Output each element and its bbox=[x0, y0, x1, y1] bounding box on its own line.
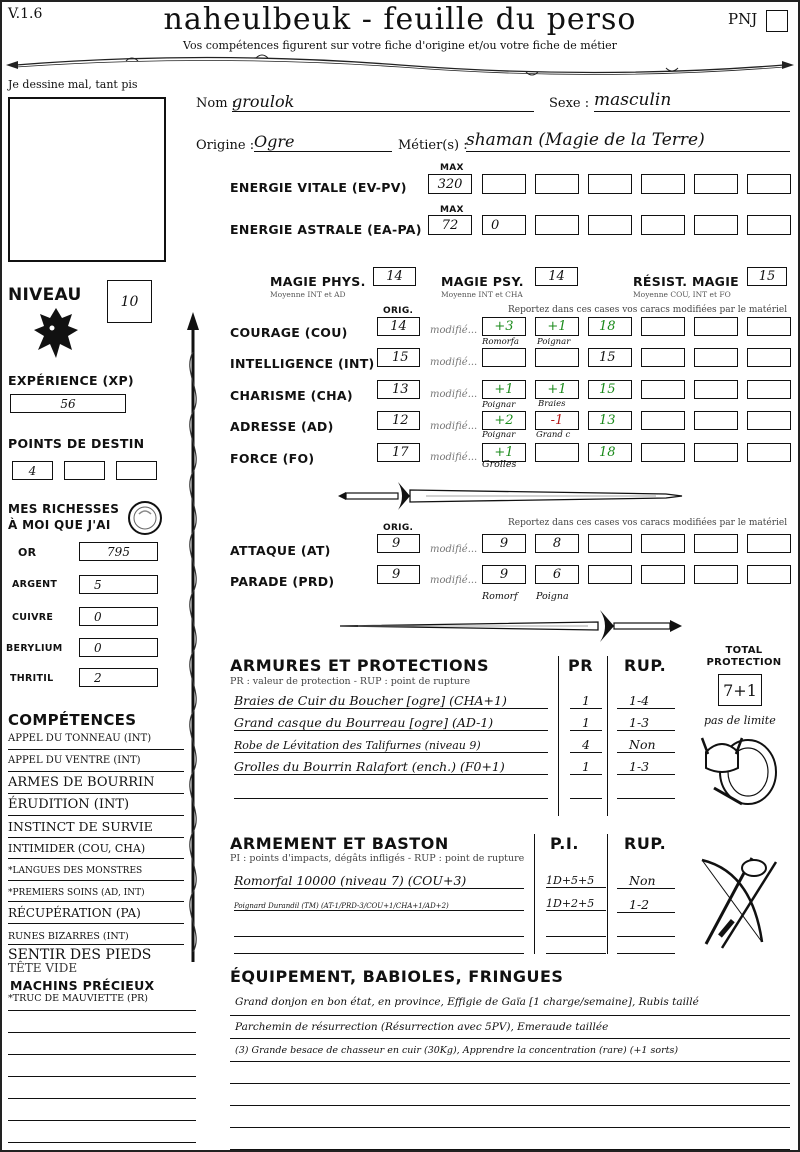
attaque-label: ATTAQUE (AT) bbox=[230, 543, 331, 558]
charisme-mod1-box[interactable] bbox=[482, 380, 526, 399]
arme-line bbox=[546, 940, 606, 954]
courage-box-5[interactable] bbox=[641, 317, 685, 336]
total-protection-label: TOTAL PROTECTION bbox=[706, 645, 782, 668]
force-modifie: modifié... bbox=[430, 452, 478, 463]
sheet-title: naheulbeuk - feuille du perso bbox=[163, 2, 637, 37]
coin-icon bbox=[127, 500, 163, 536]
armure-pr: 1 bbox=[570, 759, 602, 775]
machins-list bbox=[8, 993, 196, 1143]
courage-mod2: +1 bbox=[547, 319, 567, 334]
resist-magie-label: RÉSIST. MAGIE bbox=[633, 274, 740, 289]
intelligence-box-5[interactable] bbox=[641, 348, 685, 367]
armure-row[interactable] bbox=[230, 756, 680, 778]
adresse-box-7[interactable] bbox=[747, 411, 791, 430]
equipement-line[interactable] bbox=[230, 1106, 790, 1128]
ev-box-7[interactable] bbox=[747, 174, 791, 194]
equipement-line[interactable] bbox=[230, 1128, 790, 1150]
attaque-modifie: modifié... bbox=[430, 544, 478, 555]
total-protection-note: pas de limite bbox=[704, 714, 776, 727]
equipement-list bbox=[230, 996, 790, 1150]
total-protection-value: 7+1 bbox=[723, 680, 757, 700]
machin-line[interactable] bbox=[8, 1121, 196, 1143]
ea-box-5[interactable] bbox=[641, 215, 685, 235]
attaque-mod2: 8 bbox=[552, 536, 562, 551]
adresse-mod2-note: Grand c bbox=[536, 430, 571, 440]
ev-max-label: MAX bbox=[440, 163, 464, 173]
armure-rup bbox=[617, 781, 675, 799]
dragon-icon bbox=[32, 304, 80, 362]
charisme-modifie: modifié... bbox=[430, 389, 478, 400]
attaque-orig: 9 bbox=[392, 536, 401, 551]
charisme-label: CHARISME (CHA) bbox=[230, 388, 353, 403]
force-box-7[interactable] bbox=[747, 443, 791, 462]
argent-label: ARGENT bbox=[12, 579, 58, 590]
arme-row[interactable] bbox=[230, 870, 680, 894]
combat-note-2: Poigna bbox=[536, 591, 569, 602]
helmet-shield-icon bbox=[698, 728, 782, 808]
experience-box[interactable] bbox=[10, 394, 126, 413]
force-orig: 17 bbox=[392, 445, 409, 460]
ea-max-box[interactable] bbox=[428, 215, 472, 235]
thritil-box[interactable] bbox=[79, 668, 158, 687]
parade-box-4[interactable] bbox=[588, 565, 632, 584]
header-vine-ornament bbox=[6, 52, 794, 78]
adresse-mod2-box[interactable] bbox=[535, 411, 579, 430]
competence-item: RÉCUPÉRATION (PA) bbox=[8, 902, 184, 924]
niveau-label: NIVEAU bbox=[8, 285, 82, 305]
armement-sub: PI : points d'impacts, dégâts infligés - RUP : point de rupture bbox=[230, 853, 525, 864]
ea-current-value: 0 bbox=[491, 217, 500, 233]
intelligence-orig: 15 bbox=[392, 350, 409, 365]
parade-mod1: 9 bbox=[499, 567, 509, 582]
charisme-box-7[interactable] bbox=[747, 380, 791, 399]
ev-max-value: 320 bbox=[437, 176, 463, 192]
arme-row[interactable] bbox=[230, 916, 680, 940]
attaque-box-4[interactable] bbox=[588, 534, 632, 553]
armure-name bbox=[234, 781, 548, 799]
armure-pr bbox=[570, 781, 602, 799]
sheet-subtitle: Vos compétences figurent sur votre fiche d'origine et/ou votre fiche de métier bbox=[183, 39, 617, 52]
machin-line[interactable] bbox=[8, 1099, 196, 1121]
experience-value: 56 bbox=[60, 396, 76, 411]
total-protection-box[interactable] bbox=[718, 674, 762, 706]
charisme-orig: 13 bbox=[392, 382, 409, 397]
adresse-box-5[interactable] bbox=[641, 411, 685, 430]
pnj-label: PNJ bbox=[728, 10, 758, 28]
origine-value: Ogre bbox=[254, 132, 295, 151]
adresse-mod1-box[interactable] bbox=[482, 411, 526, 430]
courage-orig: 14 bbox=[390, 319, 407, 334]
thritil-value: 2 bbox=[94, 670, 102, 685]
armures-col-rup: RUP. bbox=[624, 656, 667, 675]
armure-name: Grolles du Bourrin Ralafort (ench.) (F0+1) bbox=[234, 759, 548, 775]
parade-box-6[interactable] bbox=[694, 565, 738, 584]
courage-box-6[interactable] bbox=[694, 317, 738, 336]
ea-box-7[interactable] bbox=[747, 215, 791, 235]
adresse-mod1-note: Poignar bbox=[482, 430, 516, 440]
armement-title: ARMEMENT ET BASTON bbox=[230, 834, 449, 853]
force-total: 18 bbox=[599, 445, 616, 460]
intelligence-box-6[interactable] bbox=[694, 348, 738, 367]
armure-rup: 1-4 bbox=[617, 693, 675, 709]
attaque-orig-box[interactable] bbox=[377, 534, 420, 553]
equipement-item[interactable]: Grand donjon en bon état, en province, Effigie de Gaïa [1 charge/semaine], Rubis taillé bbox=[230, 996, 790, 1016]
combat-note-1: Romorf bbox=[482, 591, 518, 602]
niveau-value: 10 bbox=[120, 293, 139, 310]
parade-box-5[interactable] bbox=[641, 565, 685, 584]
arme-row[interactable] bbox=[230, 940, 680, 962]
armure-rup: 1-3 bbox=[617, 715, 675, 731]
machin-item: *TRUC DE MAUVIETTE (PR) bbox=[8, 993, 196, 1011]
ev-box-4[interactable] bbox=[588, 174, 632, 194]
armures-col-pr: PR bbox=[568, 656, 594, 675]
sexe-field[interactable] bbox=[594, 90, 790, 112]
courage-mod1-note: Romorfa bbox=[482, 337, 519, 347]
force-mod1: +1 bbox=[494, 445, 514, 460]
cuivre-box[interactable] bbox=[79, 607, 158, 626]
magie-phys-sub: Moyenne INT et AD bbox=[270, 290, 346, 299]
armement-col-pi: P.I. bbox=[550, 834, 579, 853]
force-box-5[interactable] bbox=[641, 443, 685, 462]
sword-icon bbox=[338, 606, 684, 646]
armures-title: ARMURES ET PROTECTIONS bbox=[230, 656, 489, 675]
machin-line[interactable] bbox=[8, 1055, 196, 1077]
ev-label: ENERGIE VITALE (EV-PV) bbox=[230, 180, 407, 195]
portrait-caption: Je dessine mal, tant pis bbox=[8, 78, 138, 91]
combat-report-note: Reportez dans ces cases vos caracs modifiées par le matériel bbox=[508, 518, 788, 528]
resist-magie-sub: Moyenne COU, INT et FO bbox=[633, 290, 731, 299]
berylium-box[interactable] bbox=[79, 638, 158, 657]
charisme-mod1: +1 bbox=[494, 382, 514, 397]
niveau-box[interactable] bbox=[107, 280, 152, 323]
sexe-label: Sexe : bbox=[549, 96, 590, 111]
force-mod2-box[interactable] bbox=[535, 443, 579, 462]
arme-line bbox=[234, 940, 524, 954]
armure-row[interactable] bbox=[230, 734, 680, 756]
courage-box-7[interactable] bbox=[747, 317, 791, 336]
competence-item: ARMES DE BOURRIN bbox=[8, 772, 184, 794]
equipement-title: ÉQUIPEMENT, BABIOLES, FRINGUES bbox=[230, 967, 564, 986]
arme-line bbox=[617, 940, 675, 954]
or-label: OR bbox=[18, 546, 37, 559]
armure-row[interactable] bbox=[230, 778, 680, 808]
arme-row[interactable] bbox=[230, 894, 680, 916]
courage-modifie: modifié... bbox=[430, 325, 478, 336]
armure-pr: 1 bbox=[570, 693, 602, 709]
ea-current-box[interactable] bbox=[482, 215, 526, 235]
nom-label: Nom : bbox=[196, 96, 237, 111]
equipement-line[interactable] bbox=[230, 1062, 790, 1084]
attaque-box-6[interactable] bbox=[694, 534, 738, 553]
competence-item: *PREMIERS SOINS (AD, INT) bbox=[8, 881, 184, 902]
attaque-mod1: 9 bbox=[499, 536, 509, 551]
magie-phys-value: 14 bbox=[386, 269, 403, 284]
courage-label: COURAGE (COU) bbox=[230, 325, 348, 340]
charisme-mod2-note: Braies bbox=[538, 399, 566, 409]
parade-modifie: modifié... bbox=[430, 575, 478, 586]
sword-icon bbox=[336, 476, 684, 516]
competence-item: ÉRUDITION (INT) bbox=[8, 794, 184, 816]
adresse-box-6[interactable] bbox=[694, 411, 738, 430]
metier-value: shaman (Magie de la Terre) bbox=[466, 130, 705, 150]
equipement-line[interactable] bbox=[230, 1084, 790, 1106]
adresse-modifie: modifié... bbox=[430, 421, 478, 432]
experience-label: EXPÉRIENCE (XP) bbox=[8, 373, 134, 388]
thritil-label: THRITIL bbox=[10, 673, 54, 684]
charisme-orig-box[interactable] bbox=[377, 380, 420, 399]
charisme-total: 15 bbox=[599, 382, 616, 397]
equipement-item[interactable]: (3) Grande besace de chasseur en cuir (30Kg), Apprendre la concentration (rare) (+1 sorts) bbox=[230, 1039, 790, 1062]
sexe-value: masculin bbox=[594, 90, 672, 110]
arme-rup bbox=[617, 919, 675, 937]
adresse-total-box[interactable] bbox=[588, 411, 632, 430]
or-box[interactable] bbox=[79, 542, 158, 561]
magie-phys-box[interactable] bbox=[373, 267, 416, 286]
force-mod1-note: Grolles bbox=[482, 459, 517, 470]
destin-label: POINTS DE DESTIN bbox=[8, 436, 145, 451]
ea-box-3[interactable] bbox=[535, 215, 579, 235]
adresse-orig-box[interactable] bbox=[377, 411, 420, 430]
magie-psy-box[interactable] bbox=[535, 267, 578, 286]
magie-psy-value: 14 bbox=[548, 269, 565, 284]
machin-line[interactable] bbox=[8, 1033, 196, 1055]
armure-name: Grand casque du Bourreau [ogre] (AD-1) bbox=[234, 715, 548, 731]
cuivre-label: CUIVRE bbox=[12, 612, 54, 623]
force-box-6[interactable] bbox=[694, 443, 738, 462]
ea-max-value: 72 bbox=[441, 217, 459, 233]
machin-line[interactable] bbox=[8, 1077, 196, 1099]
metier-label: Métier(s) : bbox=[398, 138, 468, 153]
armement-rows bbox=[230, 870, 680, 962]
magie-phys-label: MAGIE PHYS. bbox=[270, 274, 366, 289]
courage-total: 18 bbox=[599, 319, 616, 334]
argent-value: 5 bbox=[94, 577, 102, 592]
armures-sub: PR : valeur de protection - RUP : point de rupture bbox=[230, 676, 471, 687]
parade-orig: 9 bbox=[392, 567, 401, 582]
adresse-mod1: +2 bbox=[494, 413, 514, 428]
attaque-box-5[interactable] bbox=[641, 534, 685, 553]
version-label: V.1.6 bbox=[8, 6, 43, 22]
argent-box[interactable] bbox=[79, 575, 158, 594]
attaque-mod2-box[interactable] bbox=[535, 534, 579, 553]
cuivre-value: 0 bbox=[94, 609, 102, 624]
armure-row[interactable] bbox=[230, 690, 680, 712]
parade-box-7[interactable] bbox=[747, 565, 791, 584]
destin-box-1[interactable] bbox=[12, 461, 53, 480]
courage-orig-box[interactable] bbox=[377, 317, 420, 336]
parade-mod2: 6 bbox=[552, 567, 562, 582]
ev-max-box[interactable] bbox=[428, 174, 472, 194]
attaque-mod1-box[interactable] bbox=[482, 534, 526, 553]
armure-name: Robe de Lévitation des Talifurnes (niveau 9) bbox=[234, 739, 548, 753]
weapons-icon bbox=[692, 852, 784, 952]
arme-name: Romorfal 10000 (niveau 7) (COU+3) bbox=[234, 873, 524, 889]
parade-orig-box[interactable] bbox=[377, 565, 420, 584]
intelligence-total: 15 bbox=[599, 350, 616, 365]
charisme-mod1-note: Poignar bbox=[482, 400, 516, 410]
portrait-frame[interactable] bbox=[8, 97, 166, 262]
parade-mod2-box[interactable] bbox=[535, 565, 579, 584]
intelligence-box-7[interactable] bbox=[747, 348, 791, 367]
intelligence-mod1-box[interactable] bbox=[482, 348, 526, 367]
arme-name bbox=[234, 919, 524, 937]
combat-orig-label: ORIG. bbox=[383, 523, 414, 533]
competence-item: SENTIR DES PIEDS bbox=[8, 947, 152, 963]
armure-pr: 4 bbox=[570, 737, 602, 753]
force-label: FORCE (FO) bbox=[230, 451, 315, 466]
magie-psy-label: MAGIE PSY. bbox=[441, 274, 524, 289]
competence-item: APPEL DU VENTRE (INT) bbox=[8, 750, 184, 772]
ea-box-6[interactable] bbox=[694, 215, 738, 235]
ea-box-4[interactable] bbox=[588, 215, 632, 235]
machins-title: MACHINS PRÉCIEUX bbox=[10, 978, 155, 993]
adresse-label: ADRESSE (AD) bbox=[230, 419, 334, 434]
metier-field[interactable] bbox=[466, 130, 790, 152]
force-total-box[interactable] bbox=[588, 443, 632, 462]
berylium-value: 0 bbox=[94, 640, 102, 655]
courage-mod2-note: Poignar bbox=[537, 337, 571, 347]
competence-item: INTIMIDER (COU, CHA) bbox=[8, 838, 184, 859]
intelligence-modifie: modifié... bbox=[430, 357, 478, 368]
competence-item: TÊTE VIDE bbox=[8, 961, 78, 975]
pnj-checkbox[interactable] bbox=[766, 10, 788, 32]
arme-rup: 1-2 bbox=[617, 897, 675, 913]
machin-line[interactable] bbox=[8, 1011, 196, 1033]
arme-pi bbox=[546, 919, 606, 937]
courage-total-box[interactable] bbox=[588, 317, 632, 336]
competence-item: INSTINCT DE SURVIE bbox=[8, 816, 184, 838]
ev-box-2[interactable] bbox=[482, 174, 526, 194]
courage-mod1-box[interactable] bbox=[482, 317, 526, 336]
intelligence-orig-box[interactable] bbox=[377, 348, 420, 367]
ea-max-label: MAX bbox=[440, 205, 464, 215]
destin-value: 4 bbox=[28, 463, 37, 478]
charisme-box-6[interactable] bbox=[694, 380, 738, 399]
armure-rup: 1-3 bbox=[617, 759, 675, 775]
nom-field[interactable] bbox=[232, 92, 534, 112]
armures-rows bbox=[230, 690, 680, 808]
or-value: 795 bbox=[107, 544, 130, 559]
attaque-box-7[interactable] bbox=[747, 534, 791, 553]
adresse-mod2: -1 bbox=[550, 413, 564, 428]
adresse-total: 13 bbox=[599, 413, 616, 428]
armure-name: Braies de Cuir du Boucher [ogre] (CHA+1) bbox=[234, 693, 548, 709]
competence-item: *LANGUES DES MONSTRES bbox=[8, 859, 184, 881]
competences-list bbox=[8, 733, 184, 975]
richesses-label: MES RICHESSES À MOI QUE J'AI bbox=[8, 502, 120, 532]
armure-row[interactable] bbox=[230, 712, 680, 734]
arme-rup: Non bbox=[617, 873, 675, 889]
destin-box-3[interactable] bbox=[116, 461, 157, 480]
nom-value: groulok bbox=[232, 92, 295, 111]
armure-pr: 1 bbox=[570, 715, 602, 731]
arme-pi: 1D+2+5 bbox=[546, 897, 606, 911]
resist-magie-value: 15 bbox=[758, 269, 776, 284]
caracs-report-note: Reportez dans ces cases vos caracs modifiées par le matériel bbox=[508, 305, 788, 315]
competence-item: APPEL DU TONNEAU (INT) bbox=[8, 733, 184, 750]
courage-mod1: +3 bbox=[494, 319, 514, 334]
magie-psy-sub: Moyenne INT et CHA bbox=[441, 290, 523, 299]
equipement-item[interactable]: Parchemin de résurrection (Résurrection avec 5PV), Emeraude taillée bbox=[230, 1016, 790, 1039]
courage-mod2-box[interactable] bbox=[535, 317, 579, 336]
arme-pi: 1D+5+5 bbox=[546, 874, 606, 888]
caracs-orig-label: ORIG. bbox=[383, 306, 414, 316]
competence-item: RUNES BIZARRES (INT) bbox=[8, 924, 184, 945]
armement-col-rup: RUP. bbox=[624, 834, 667, 853]
parade-label: PARADE (PRD) bbox=[230, 574, 335, 589]
charisme-total-box[interactable] bbox=[588, 380, 632, 399]
resist-magie-box[interactable] bbox=[747, 267, 787, 286]
intelligence-label: INTELLIGENCE (INT) bbox=[230, 356, 375, 371]
origine-field[interactable] bbox=[254, 132, 392, 152]
charisme-mod2-box[interactable] bbox=[535, 380, 579, 399]
origine-label: Origine : bbox=[196, 138, 255, 153]
charisme-mod2: +1 bbox=[547, 382, 567, 397]
armure-rup: Non bbox=[617, 737, 675, 753]
ev-box-6[interactable] bbox=[694, 174, 738, 194]
charisme-box-5[interactable] bbox=[641, 380, 685, 399]
arme-name: Poignard Durandil (TM) (AT-1/PRD-3/COU+1/CHA+1/AD+2) bbox=[234, 899, 524, 911]
parade-mod1-box[interactable] bbox=[482, 565, 526, 584]
force-orig-box[interactable] bbox=[377, 443, 420, 462]
ev-box-3[interactable] bbox=[535, 174, 579, 194]
ea-label: ENERGIE ASTRALE (EA-PA) bbox=[230, 222, 422, 237]
intelligence-mod2-box[interactable] bbox=[535, 348, 579, 367]
adresse-orig: 12 bbox=[392, 413, 409, 428]
competences-title: COMPÉTENCES bbox=[8, 711, 137, 729]
destin-box-2[interactable] bbox=[64, 461, 105, 480]
ev-box-5[interactable] bbox=[641, 174, 685, 194]
berylium-label: BERYLIUM bbox=[6, 643, 63, 654]
intelligence-total-box[interactable] bbox=[588, 348, 632, 367]
